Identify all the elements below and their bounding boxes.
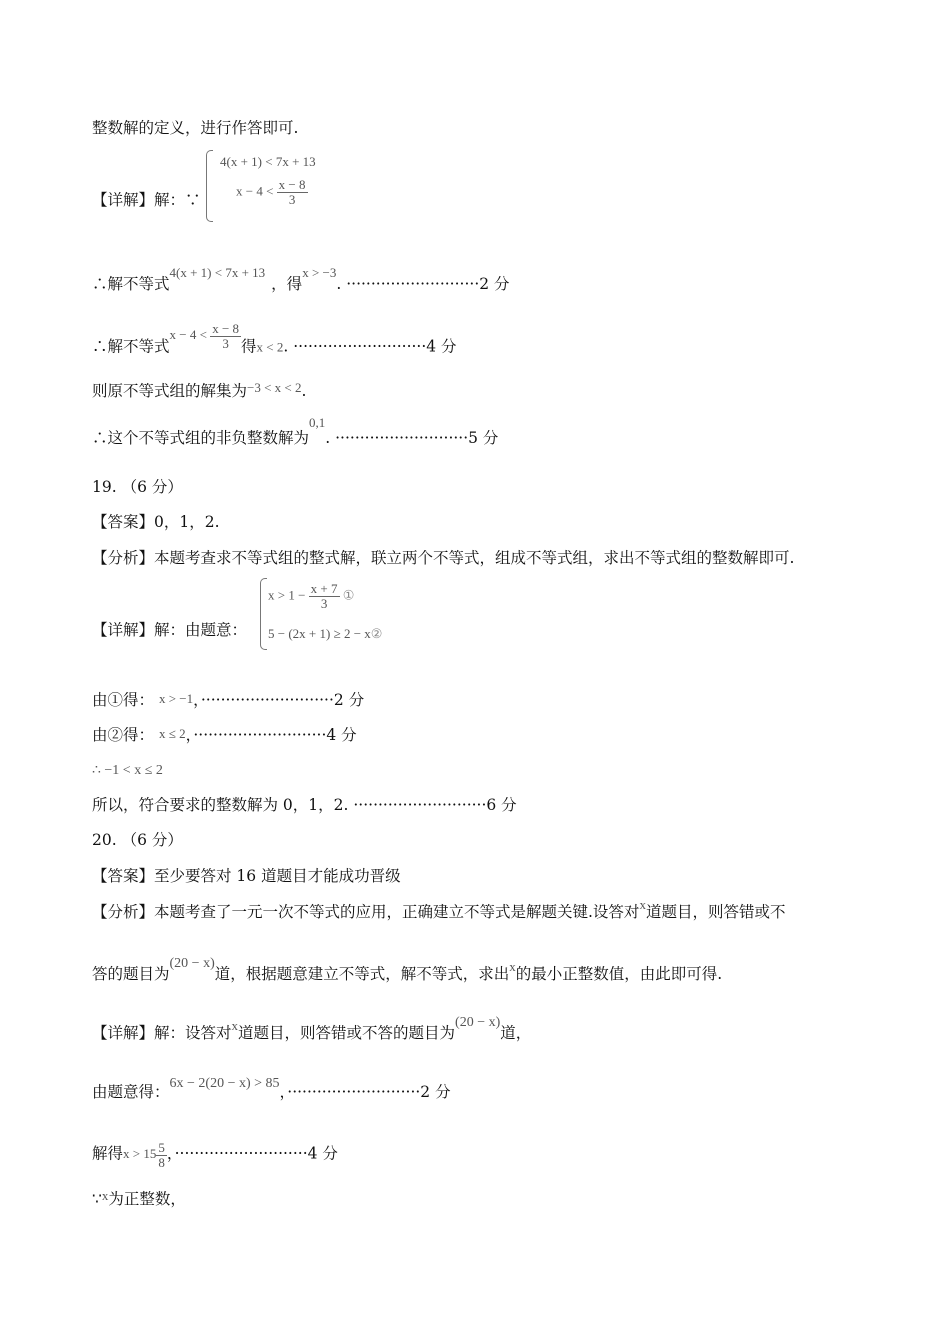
left-brace (206, 150, 213, 222)
fraction-den: 3 (222, 336, 229, 351)
text: 由①得： (92, 691, 155, 709)
text: . ···························2 分 (336, 275, 510, 293)
text-line (92, 381, 306, 402)
text-line (92, 265, 510, 295)
text: ∴解不等式 (92, 337, 170, 356)
circled-tag: ② (370, 626, 383, 641)
fraction-den: 3 (320, 596, 328, 611)
text-line (92, 759, 163, 781)
math-solution (123, 1140, 167, 1170)
math-inequality (169, 321, 242, 351)
math-solution-set: −3 < x < 2 (247, 380, 302, 395)
text-line (92, 1076, 451, 1104)
text-line (92, 690, 364, 711)
text: 道题目，则答错或不 (645, 903, 786, 921)
text: ∵ (92, 1190, 102, 1208)
detail-label: 【详解】解：∵ (92, 191, 201, 209)
text: 的最小正整数值，由此即可得. (515, 965, 723, 983)
text: 道， (500, 1024, 532, 1042)
text-line (92, 415, 499, 449)
text: 为正整数， (108, 1190, 186, 1208)
fraction (210, 322, 241, 351)
text-line (92, 321, 457, 363)
text: . ···························5 分 (325, 429, 499, 447)
question-number: 19. （6 分） (92, 478, 183, 496)
text: ∴这个不等式组的非负整数解为 (92, 429, 310, 447)
math-left: x − 4 < (169, 327, 207, 343)
answer-line: 【答案】至少要答对 16 道题目才能成功晋级 (92, 867, 401, 885)
math-conclusion: ∴ −1 < x ≤ 2 (92, 763, 163, 778)
fraction-num: 5 (158, 1140, 165, 1155)
math-var: x (101, 1188, 109, 1203)
math-var: x (231, 1018, 239, 1033)
fraction (277, 178, 308, 207)
text: ，···························2 分 (279, 1083, 451, 1101)
left-brace (260, 578, 267, 650)
system-row-expr: 5 − (2x + 1) ≥ 2 − x (268, 626, 371, 641)
math-var: x (509, 959, 516, 974)
question-number: 20. （6 分） (92, 831, 183, 849)
math-expr: (20 − x) (169, 956, 215, 971)
system-row (268, 626, 382, 642)
text: 由题意得： (92, 1083, 170, 1101)
text: 得 (241, 337, 257, 356)
fraction (156, 1141, 167, 1170)
math-nonneg-solutions: 0,1 (309, 415, 326, 430)
inequality-system-1 (206, 150, 376, 222)
math-expr: (20 − x) (455, 1015, 501, 1030)
math-result: x > −1 (158, 691, 194, 706)
system-row: 4(x + 1) < 7x + 13 (220, 154, 316, 169)
text-line (92, 1141, 338, 1170)
system-row (268, 582, 354, 611)
text: 道题目，则答错或不答的题目为 (238, 1024, 456, 1042)
math-left: x > 15 (123, 1146, 157, 1162)
detail-line (92, 1015, 532, 1045)
system-row-left: x − 4 < (236, 183, 274, 199)
analysis-line (92, 897, 786, 923)
fraction (309, 582, 340, 611)
math-inequality: 4(x + 1) < 7x + 13 (169, 265, 266, 280)
fraction-den: 8 (158, 1155, 165, 1170)
math-var: x (639, 897, 646, 912)
analysis-line (92, 956, 723, 986)
fraction-den: 3 (288, 192, 296, 207)
text: ∴解不等式 (92, 275, 170, 293)
fraction-num: x + 7 (310, 581, 338, 596)
text: ，···························4 分 (166, 1144, 338, 1163)
analysis-line: 【分析】本题考查求不等式组的整式解，联立两个不等式，组成不等式组，求出不等式组的整数解即可. (92, 549, 795, 567)
math-result: x < 2 (256, 339, 284, 355)
text: 则原不等式组的解集为 (92, 382, 248, 400)
text: . (301, 382, 307, 400)
system-row-left: x > 1 − (268, 587, 306, 603)
text: . ···························4 分 (283, 337, 457, 356)
fraction-num: x − 8 (212, 321, 240, 336)
text: 由②得： (92, 726, 155, 744)
fraction-num: x − 8 (278, 177, 306, 192)
math-equation: 6x − 2(20 − x) > 85 (169, 1076, 280, 1091)
answer-line: 【答案】0，1，2. (92, 513, 220, 531)
text: ，···························4 分 (185, 726, 357, 744)
system-row (236, 178, 308, 207)
math-result: x ≤ 2 (158, 726, 186, 741)
text: ，得 (271, 275, 303, 293)
inequality-system-2 (260, 578, 450, 650)
text: 解得 (92, 1144, 124, 1163)
text-line (92, 1189, 186, 1210)
math-result: x > −3 (302, 265, 337, 280)
text: 【详解】解：设答对 (92, 1024, 232, 1042)
circled-tag: ① (342, 587, 355, 603)
text-line: 整数解的定义，进行作答即可. (92, 119, 299, 137)
text: ，···························2 分 (193, 691, 365, 709)
text: 答的题目为 (92, 965, 170, 983)
text: 道，根据题意建立不等式，解不等式，求出 (214, 965, 510, 983)
text: 【分析】本题考查了一元一次不等式的应用，正确建立不等式是解题关键.设答对 (92, 903, 640, 921)
text-line (92, 725, 357, 746)
detail-label: 【详解】解：由题意： (92, 621, 248, 639)
text-line: 所以，符合要求的整数解为 0，1，2. ···························6 分 (92, 796, 517, 814)
